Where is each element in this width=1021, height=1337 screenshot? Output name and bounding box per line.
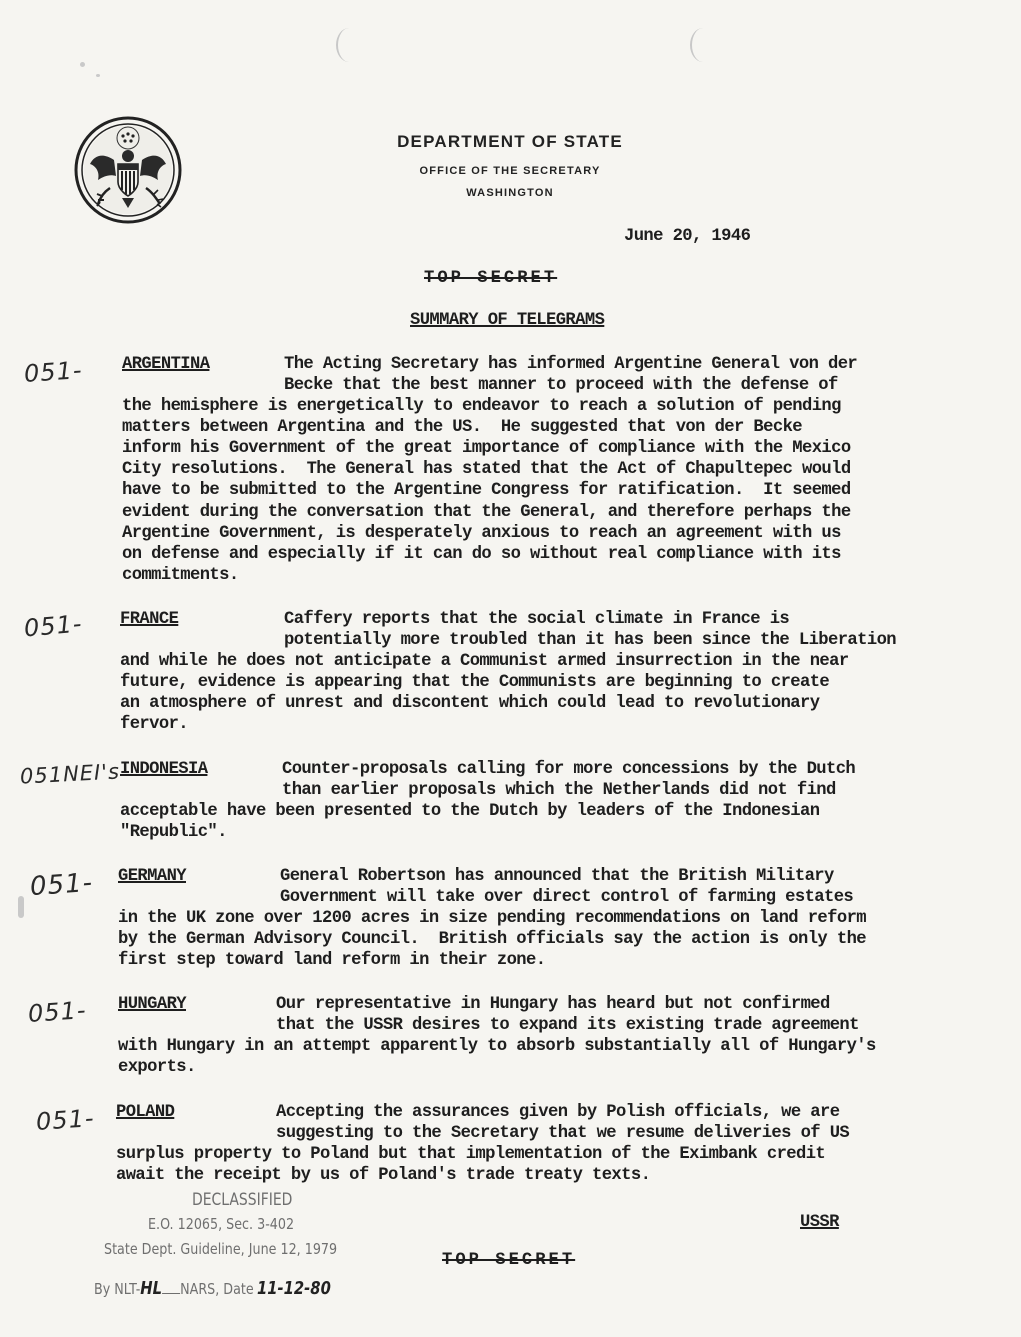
body-line: first step toward land reform in their zone. xyxy=(118,951,546,970)
punch-hole-mark xyxy=(690,28,716,62)
stamp-blank-line xyxy=(162,1293,180,1294)
body-line: City resolutions. The General has stated that the Act of Chapultepec would xyxy=(122,460,851,479)
body-line: matters between Argentina and the US. He suggested that von der Becke xyxy=(122,418,802,437)
declassified-stamp-authority: E.O. 12065, Sec. 3-402 xyxy=(148,1215,295,1233)
section-heading-france: FRANCE xyxy=(120,610,179,629)
section-heading-hungary: HUNGARY xyxy=(118,995,186,1014)
section-heading-germany: GERMANY xyxy=(118,867,186,886)
body-line: inform his Government of the great importance of compliance with the Mexico xyxy=(122,439,851,458)
declassified-stamp-title: DECLASSIFIED xyxy=(192,1190,293,1210)
declassified-stamp-signoff xyxy=(94,1278,331,1299)
body-line: in the UK zone over 1200 acres in size pending recommendations on land reform xyxy=(118,909,866,928)
paper-smudge xyxy=(96,74,100,77)
margin-note-file-code: 051- xyxy=(23,355,84,389)
body-line: "Republic". xyxy=(120,823,227,842)
margin-note-file-code: 051- xyxy=(27,995,88,1029)
stamp-initials: HL xyxy=(140,1278,163,1299)
paper-smudge xyxy=(80,62,85,67)
body-line: the hemisphere is energetically to endeavor to reach a solution of pending xyxy=(122,397,841,416)
stamp-date: 11-12-80 xyxy=(256,1278,331,1299)
stamp-by-label: By NLT- xyxy=(94,1280,141,1298)
classification-top: TOP SECRET xyxy=(424,269,558,288)
section-heading-indonesia: INDONESIA xyxy=(120,760,208,779)
body-line: General Robertson has announced that the British Military xyxy=(280,867,834,886)
punch-hole-mark xyxy=(336,28,362,62)
letterhead-city: WASHINGTON xyxy=(466,187,554,199)
document-title: SUMMARY OF TELEGRAMS xyxy=(410,311,605,330)
body-line: fervor. xyxy=(120,715,188,734)
body-line: Our representative in Hungary has heard but not confirmed xyxy=(276,995,830,1014)
great-seal-icon xyxy=(74,116,182,224)
body-line: that the USSR desires to expand its existing trade agreement xyxy=(276,1016,859,1035)
paper-smudge xyxy=(18,896,24,918)
body-line: commitments. xyxy=(122,566,239,585)
margin-note-file-code: 051- xyxy=(29,867,94,903)
body-line: potentially more troubled than it has been since the Liberation xyxy=(284,631,896,650)
classification-bottom: TOP SECRET xyxy=(442,1251,576,1270)
body-line: acceptable have been presented to the Dutch by leaders of the Indonesian xyxy=(120,802,820,821)
body-line: than earlier proposals which the Netherlands did not find xyxy=(282,781,836,800)
body-line: Accepting the assurances given by Polish officials, we are xyxy=(276,1103,840,1122)
letterhead-department: DEPARTMENT OF STATE xyxy=(397,132,623,151)
body-line: an atmosphere of unrest and discontent which could lead to revolutionary xyxy=(120,694,820,713)
stamp-nars-date-label: NARS, Date xyxy=(180,1280,254,1298)
body-line: on defense and especially if it can do so without real compliance with its xyxy=(122,545,841,564)
continuation-heading: USSR xyxy=(800,1213,839,1232)
body-line: suggesting to the Secretary that we resume deliveries of US xyxy=(276,1124,850,1143)
body-line: Argentine Government, is desperately anxious to reach an agreement with us xyxy=(122,524,841,543)
body-line: surplus property to Poland but that implementation of the Eximbank credit xyxy=(116,1145,826,1164)
body-line: Becke that the best manner to proceed with the defense of xyxy=(284,376,838,395)
body-line: future, evidence is appearing that the Communists are beginning to create xyxy=(120,673,830,692)
body-line: The Acting Secretary has informed Argentine General von der xyxy=(284,355,858,374)
body-line: evident during the conversation that the General, and therefore perhaps the xyxy=(122,503,851,522)
declassified-stamp-guideline: State Dept. Guideline, June 12, 1979 xyxy=(104,1240,338,1258)
margin-note-file-code: 051- xyxy=(22,609,84,643)
body-line: Counter-proposals calling for more concessions by the Dutch xyxy=(282,760,856,779)
body-line: exports. xyxy=(118,1058,196,1077)
margin-note-file-code: 051- xyxy=(35,1103,96,1137)
body-line: by the German Advisory Council. British officials say the action is only the xyxy=(118,930,866,949)
body-line: Government will take over direct control of farming estates xyxy=(280,888,854,907)
document-date: June 20, 1946 xyxy=(624,227,751,246)
body-line: with Hungary in an attempt apparently to absorb substantially all of Hungary's xyxy=(118,1037,876,1056)
section-heading-poland: POLAND xyxy=(116,1103,175,1122)
margin-note-file-code: 051NEI's xyxy=(19,759,121,789)
body-line: and while he does not anticipate a Communist armed insurrection in the near xyxy=(120,652,849,671)
body-line: have to be submitted to the Argentine Congress for ratification. It seemed xyxy=(122,481,851,500)
letterhead-office: OFFICE OF THE SECRETARY xyxy=(419,165,601,177)
body-line: await the receipt by us of Poland's trade treaty texts. xyxy=(116,1166,651,1185)
section-heading-argentina: ARGENTINA xyxy=(122,355,210,374)
body-line: Caffery reports that the social climate in France is xyxy=(284,610,790,629)
